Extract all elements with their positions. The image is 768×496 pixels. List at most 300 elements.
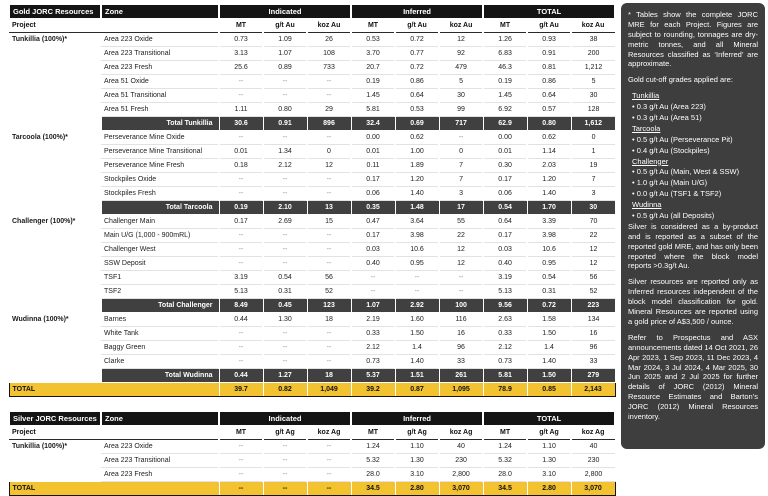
- value-cell: 0.00: [483, 131, 527, 145]
- value-cell: 1.24: [483, 440, 527, 454]
- zone-cell: Area 223 Fresh: [101, 468, 219, 482]
- table-subheader-row: [9, 19, 615, 33]
- value-cell: 3.19: [219, 271, 263, 285]
- value-cell: 3.10: [527, 468, 571, 482]
- col-header-koz: koz Au: [571, 19, 615, 33]
- value-cell: 22: [439, 229, 483, 243]
- grand-total-value-cell: --: [307, 482, 351, 496]
- value-cell: --: [307, 187, 351, 201]
- value-cell: 1.50: [527, 327, 571, 341]
- value-cell: --: [219, 327, 263, 341]
- value-cell: 5: [439, 75, 483, 89]
- value-cell: 1.24: [351, 440, 395, 454]
- value-cell: 0: [307, 145, 351, 159]
- value-cell: --: [307, 355, 351, 369]
- zone-cell: White Tank: [101, 327, 219, 341]
- value-cell: 0.40: [483, 257, 527, 271]
- project-name-cell: Tarcoola (100%)*: [9, 131, 101, 145]
- value-cell: 56: [307, 271, 351, 285]
- subtotal-value-cell: 30.6: [219, 117, 263, 131]
- col-header-mt: MT: [483, 19, 527, 33]
- subtotal-label: Total Challenger: [101, 299, 219, 313]
- value-cell: 96: [439, 341, 483, 355]
- value-cell: 1.34: [263, 145, 307, 159]
- value-cell: --: [307, 454, 351, 468]
- subtotal-value-cell: 896: [307, 117, 351, 131]
- zone-data-row: [9, 61, 615, 75]
- project-name-cell: [9, 285, 101, 299]
- value-cell: --: [219, 173, 263, 187]
- value-cell: 3.98: [395, 229, 439, 243]
- col-header-grade: g/t Ag: [527, 426, 571, 440]
- spacer-cell: [9, 117, 101, 131]
- value-cell: 46.3: [483, 61, 527, 75]
- project-name-cell: [9, 103, 101, 117]
- zone-data-row: [9, 285, 615, 299]
- col-header-grade: g/t Ag: [263, 426, 307, 440]
- project-name-cell: [9, 271, 101, 285]
- value-cell: 16: [439, 327, 483, 341]
- zone-cell: SSW Deposit: [101, 257, 219, 271]
- value-cell: 0.00: [351, 131, 395, 145]
- grand-total-value-cell: 39.7: [219, 383, 263, 397]
- value-cell: 5.13: [219, 285, 263, 299]
- value-cell: 0.17: [483, 173, 527, 187]
- value-cell: --: [351, 285, 395, 299]
- value-cell: 12: [439, 257, 483, 271]
- subtotal-value-cell: 2.10: [263, 201, 307, 215]
- subtotal-value-cell: 0.44: [219, 369, 263, 383]
- project-name-cell: [9, 468, 101, 482]
- value-cell: --: [439, 271, 483, 285]
- value-cell: 25.6: [219, 61, 263, 75]
- value-cell: 1.40: [527, 355, 571, 369]
- value-cell: 56: [571, 271, 615, 285]
- value-cell: 0.86: [395, 75, 439, 89]
- zone-data-row: [9, 313, 615, 327]
- value-cell: 1.40: [395, 187, 439, 201]
- note-bullet: • 0.4 g/t Au (Stockpiles): [632, 146, 758, 156]
- value-cell: 0.80: [263, 103, 307, 117]
- note-bullet: • 0.0 g/t Au (TSF1 & TSF2): [632, 189, 758, 199]
- zone-data-row: [9, 440, 615, 454]
- value-cell: 1.89: [395, 159, 439, 173]
- value-cell: 1.45: [351, 89, 395, 103]
- gold-resources-table: [8, 4, 616, 397]
- subtotal-value-cell: 0.72: [527, 299, 571, 313]
- zone-data-row: [9, 159, 615, 173]
- value-cell: 52: [571, 285, 615, 299]
- value-cell: 2.12: [483, 341, 527, 355]
- value-cell: --: [307, 173, 351, 187]
- value-cell: 38: [571, 33, 615, 47]
- subtotal-value-cell: 0.69: [395, 117, 439, 131]
- zone-cell: Area 223 Transitional: [101, 47, 219, 61]
- zone-data-row: [9, 257, 615, 271]
- table-spacer: [8, 397, 616, 411]
- col-header-koz: koz Au: [307, 19, 351, 33]
- value-cell: 0.93: [527, 33, 571, 47]
- zone-column-header: Zone: [101, 5, 219, 19]
- value-cell: 1.30: [263, 313, 307, 327]
- value-cell: 92: [439, 47, 483, 61]
- value-cell: 1.40: [527, 187, 571, 201]
- zone-cell: Area 51 Transitional: [101, 89, 219, 103]
- project-name-cell: Wudinna (100%)*: [9, 313, 101, 327]
- zone-data-row: [9, 355, 615, 369]
- project-name-cell: [9, 327, 101, 341]
- value-cell: --: [219, 131, 263, 145]
- value-cell: 0.73: [219, 33, 263, 47]
- value-cell: 0.77: [395, 47, 439, 61]
- value-cell: 6.83: [483, 47, 527, 61]
- value-cell: --: [263, 257, 307, 271]
- project-name-cell: [9, 159, 101, 173]
- col-header-grade: g/t Ag: [395, 426, 439, 440]
- value-cell: --: [307, 89, 351, 103]
- value-cell: 7: [439, 159, 483, 173]
- col-header-mt: MT: [219, 426, 263, 440]
- value-cell: --: [439, 131, 483, 145]
- value-cell: 200: [571, 47, 615, 61]
- note-paragraph: * Tables show the complete JORC MRE for each Project. Figures are subject to rounding, tonnages are dry-metric tonnes, and all Mineral Resources classified as ‘Inferred’ are approximate.: [628, 10, 758, 69]
- subtotal-value-cell: 18: [307, 369, 351, 383]
- value-cell: 0.64: [527, 89, 571, 103]
- value-cell: 0.95: [395, 257, 439, 271]
- value-cell: 0.18: [219, 159, 263, 173]
- value-cell: 3: [439, 187, 483, 201]
- note-heading: Tarcoola: [632, 123, 661, 133]
- value-cell: 1.58: [527, 313, 571, 327]
- value-cell: 1.30: [395, 454, 439, 468]
- value-cell: 1.11: [219, 103, 263, 117]
- value-cell: 5.13: [483, 285, 527, 299]
- project-name-cell: [9, 243, 101, 257]
- subtotal-label: Total Tarcoola: [101, 201, 219, 215]
- subtotal-value-cell: 0.91: [263, 117, 307, 131]
- zone-data-row: [9, 89, 615, 103]
- value-cell: 733: [307, 61, 351, 75]
- subtotal-value-cell: 100: [439, 299, 483, 313]
- value-cell: 0.30: [483, 159, 527, 173]
- value-cell: 1.40: [395, 355, 439, 369]
- subtotal-value-cell: 13: [307, 201, 351, 215]
- value-cell: 0.11: [351, 159, 395, 173]
- value-cell: 1.09: [263, 33, 307, 47]
- value-cell: 2.12: [351, 341, 395, 355]
- value-cell: 33: [571, 355, 615, 369]
- zone-data-row: [9, 468, 615, 482]
- subtotal-value-cell: 1.70: [527, 201, 571, 215]
- resource-tables-area: [8, 4, 616, 496]
- value-cell: 1.60: [395, 313, 439, 327]
- zone-cell: Barnes: [101, 313, 219, 327]
- value-cell: 0.17: [219, 215, 263, 229]
- value-cell: 30: [571, 89, 615, 103]
- subtotal-value-cell: 1.27: [263, 369, 307, 383]
- value-cell: 1.45: [483, 89, 527, 103]
- value-cell: --: [307, 468, 351, 482]
- value-cell: 0.91: [527, 47, 571, 61]
- note-bullet: • 0.3 g/t Au (Area 223): [632, 102, 758, 112]
- grand-total-value-cell: 1,095: [439, 383, 483, 397]
- zone-cell: Perseverance Mine Transitional: [101, 145, 219, 159]
- value-cell: 12: [439, 33, 483, 47]
- value-cell: 0.73: [483, 355, 527, 369]
- total-group-header: TOTAL: [483, 412, 615, 426]
- value-cell: 1.20: [395, 173, 439, 187]
- col-header-mt: MT: [483, 426, 527, 440]
- value-cell: 230: [439, 454, 483, 468]
- value-cell: --: [263, 75, 307, 89]
- value-cell: 28.0: [483, 468, 527, 482]
- value-cell: 3: [571, 187, 615, 201]
- grand-total-label: TOTAL: [9, 383, 219, 397]
- value-cell: 0.44: [219, 313, 263, 327]
- value-cell: 0.17: [351, 173, 395, 187]
- value-cell: 2.19: [351, 313, 395, 327]
- value-cell: 18: [307, 313, 351, 327]
- subtotal-value-cell: 0.35: [351, 201, 395, 215]
- project-column-header: Project: [9, 19, 101, 33]
- col-header-grade: g/t Au: [395, 19, 439, 33]
- value-cell: 0.03: [351, 243, 395, 257]
- subtotal-value-cell: 1.50: [527, 369, 571, 383]
- value-cell: 5.81: [351, 103, 395, 117]
- value-cell: 2,800: [571, 468, 615, 482]
- note-heading: Challenger: [632, 156, 669, 166]
- value-cell: --: [307, 440, 351, 454]
- zone-cell: Area 223 Oxide: [101, 33, 219, 47]
- value-cell: 7: [571, 173, 615, 187]
- grand-total-value-cell: 34.5: [483, 482, 527, 496]
- table-header-row: [9, 412, 615, 426]
- grand-total-value-cell: 2.80: [395, 482, 439, 496]
- value-cell: 0.62: [527, 131, 571, 145]
- subtotal-value-cell: 1,612: [571, 117, 615, 131]
- value-cell: 1.10: [527, 440, 571, 454]
- value-cell: 0.19: [351, 75, 395, 89]
- subtotal-value-cell: 1.48: [395, 201, 439, 215]
- value-cell: 15: [307, 215, 351, 229]
- value-cell: 0.06: [483, 187, 527, 201]
- subtotal-value-cell: 0.45: [263, 299, 307, 313]
- grand-total-value-cell: 0.82: [263, 383, 307, 397]
- zone-cell: TSF1: [101, 271, 219, 285]
- grand-total-value-cell: --: [263, 482, 307, 496]
- project-name-cell: Challenger (100%)*: [9, 215, 101, 229]
- value-cell: --: [219, 257, 263, 271]
- zone-data-row: [9, 103, 615, 117]
- grand-total-label: TOTAL: [9, 482, 219, 496]
- subtotal-value-cell: 5.81: [483, 369, 527, 383]
- value-cell: --: [219, 243, 263, 257]
- col-header-mt: MT: [351, 19, 395, 33]
- grand-total-value-cell: 1,049: [307, 383, 351, 397]
- note-heading: Wudinna: [632, 200, 662, 210]
- grand-total-value-cell: 2,143: [571, 383, 615, 397]
- value-cell: 29: [307, 103, 351, 117]
- col-header-koz: koz Ag: [571, 426, 615, 440]
- value-cell: 230: [571, 454, 615, 468]
- value-cell: --: [307, 131, 351, 145]
- value-cell: 19: [571, 159, 615, 173]
- value-cell: 108: [307, 47, 351, 61]
- grand-total-row: [9, 482, 615, 496]
- gold-table-body: [9, 33, 615, 397]
- value-cell: 30: [439, 89, 483, 103]
- value-cell: --: [219, 440, 263, 454]
- value-cell: --: [263, 468, 307, 482]
- note-heading: Tunkillia: [632, 91, 660, 101]
- subtotal-value-cell: 32.4: [351, 117, 395, 131]
- value-cell: --: [219, 187, 263, 201]
- value-cell: 0.81: [527, 61, 571, 75]
- value-cell: 2.69: [263, 215, 307, 229]
- note-paragraph: Silver resources are reported only as Inferred resources independent of the block model classification for gold. Mineral Resources are reported using a gold price of A$3,500 / ounce.: [628, 277, 758, 326]
- value-cell: --: [307, 243, 351, 257]
- zone-cell: TSF2: [101, 285, 219, 299]
- value-cell: --: [263, 89, 307, 103]
- value-cell: 0.86: [527, 75, 571, 89]
- zone-column-header: Zone: [101, 412, 219, 426]
- value-cell: --: [307, 229, 351, 243]
- subtotal-value-cell: 62.9: [483, 117, 527, 131]
- table-header-row: [9, 5, 615, 19]
- value-cell: 2.63: [483, 313, 527, 327]
- col-header-koz: koz Ag: [307, 426, 351, 440]
- value-cell: 96: [571, 341, 615, 355]
- value-cell: 3.10: [395, 468, 439, 482]
- value-cell: --: [307, 341, 351, 355]
- value-cell: --: [263, 327, 307, 341]
- value-cell: 5: [571, 75, 615, 89]
- value-cell: 2.12: [263, 159, 307, 173]
- subtotal-row: [9, 299, 615, 313]
- value-cell: 1.20: [527, 173, 571, 187]
- value-cell: 0.17: [351, 229, 395, 243]
- project-name-cell: [9, 145, 101, 159]
- indicated-group-header: Indicated: [219, 412, 351, 426]
- value-cell: 1.00: [395, 145, 439, 159]
- col-header-mt: MT: [219, 19, 263, 33]
- zone-data-row: [9, 75, 615, 89]
- subtotal-value-cell: 5.37: [351, 369, 395, 383]
- zone-data-row: [9, 243, 615, 257]
- note-bullet: • 0.3 g/t Au (Area 51): [632, 113, 758, 123]
- value-cell: --: [263, 229, 307, 243]
- subtotal-value-cell: 8.49: [219, 299, 263, 313]
- zone-cell: Area 51 Fresh: [101, 103, 219, 117]
- value-cell: 1.4: [527, 341, 571, 355]
- zone-cell: Baggy Green: [101, 341, 219, 355]
- value-cell: --: [219, 341, 263, 355]
- notes-panel: [621, 3, 765, 449]
- value-cell: 0.06: [351, 187, 395, 201]
- value-cell: --: [263, 440, 307, 454]
- subtotal-value-cell: 9.56: [483, 299, 527, 313]
- subtotal-value-cell: 0.19: [219, 201, 263, 215]
- value-cell: --: [263, 243, 307, 257]
- value-cell: 0.01: [483, 145, 527, 159]
- project-name-cell: Tunkillia (100%)*: [9, 33, 101, 47]
- value-cell: 12: [571, 257, 615, 271]
- value-cell: --: [263, 131, 307, 145]
- value-cell: 20.7: [351, 61, 395, 75]
- value-cell: --: [219, 75, 263, 89]
- spacer-cell: [9, 299, 101, 313]
- zone-cell: Area 223 Oxide: [101, 440, 219, 454]
- value-cell: 0.95: [527, 257, 571, 271]
- col-header-grade: g/t Au: [263, 19, 307, 33]
- project-name-cell: [9, 187, 101, 201]
- value-cell: 0.40: [351, 257, 395, 271]
- project-name-cell: [9, 454, 101, 468]
- grand-total-value-cell: 3,070: [571, 482, 615, 496]
- inferred-group-header: Inferred: [351, 5, 483, 19]
- value-cell: 0.62: [395, 131, 439, 145]
- value-cell: 10.6: [395, 243, 439, 257]
- value-cell: 0.64: [395, 89, 439, 103]
- value-cell: --: [263, 355, 307, 369]
- value-cell: 128: [571, 103, 615, 117]
- subtotal-value-cell: 279: [571, 369, 615, 383]
- value-cell: 0.01: [351, 145, 395, 159]
- value-cell: --: [307, 75, 351, 89]
- note-paragraph: Gold cut-off grades applied are:: [628, 75, 733, 85]
- project-name-cell: [9, 257, 101, 271]
- project-name-cell: [9, 341, 101, 355]
- zone-data-row: [9, 271, 615, 285]
- zone-data-row: [9, 131, 615, 145]
- value-cell: 52: [307, 285, 351, 299]
- grand-total-row: [9, 383, 615, 397]
- value-cell: --: [219, 468, 263, 482]
- zone-data-row: [9, 145, 615, 159]
- col-header-koz: koz Ag: [439, 426, 483, 440]
- subtotal-label: Total Wudinna: [101, 369, 219, 383]
- spacer-cell: [9, 201, 101, 215]
- value-cell: 28.0: [351, 468, 395, 482]
- value-cell: 12: [571, 243, 615, 257]
- zone-data-row: [9, 33, 615, 47]
- value-cell: --: [219, 355, 263, 369]
- project-name-cell: [9, 47, 101, 61]
- grand-total-value-cell: 0.87: [395, 383, 439, 397]
- note-bullet: • 0.5 g/t Au (all Deposits): [632, 211, 758, 221]
- zone-cell: Challenger West: [101, 243, 219, 257]
- value-cell: 3.39: [527, 215, 571, 229]
- value-cell: --: [263, 454, 307, 468]
- value-cell: 2.03: [527, 159, 571, 173]
- project-name-cell: [9, 173, 101, 187]
- value-cell: 1: [571, 145, 615, 159]
- value-cell: 2,800: [439, 468, 483, 482]
- value-cell: 0.54: [263, 271, 307, 285]
- value-cell: --: [307, 257, 351, 271]
- table-subheader-row: [9, 426, 615, 440]
- project-name-cell: Tunkillia (100%)*: [9, 440, 101, 454]
- value-cell: 6.92: [483, 103, 527, 117]
- value-cell: 55: [439, 215, 483, 229]
- value-cell: --: [263, 173, 307, 187]
- zone-cell: Challenger Main: [101, 215, 219, 229]
- value-cell: --: [219, 454, 263, 468]
- zone-cell: Stockpiles Fresh: [101, 187, 219, 201]
- value-cell: --: [307, 327, 351, 341]
- project-name-cell: [9, 229, 101, 243]
- value-cell: 1.50: [395, 327, 439, 341]
